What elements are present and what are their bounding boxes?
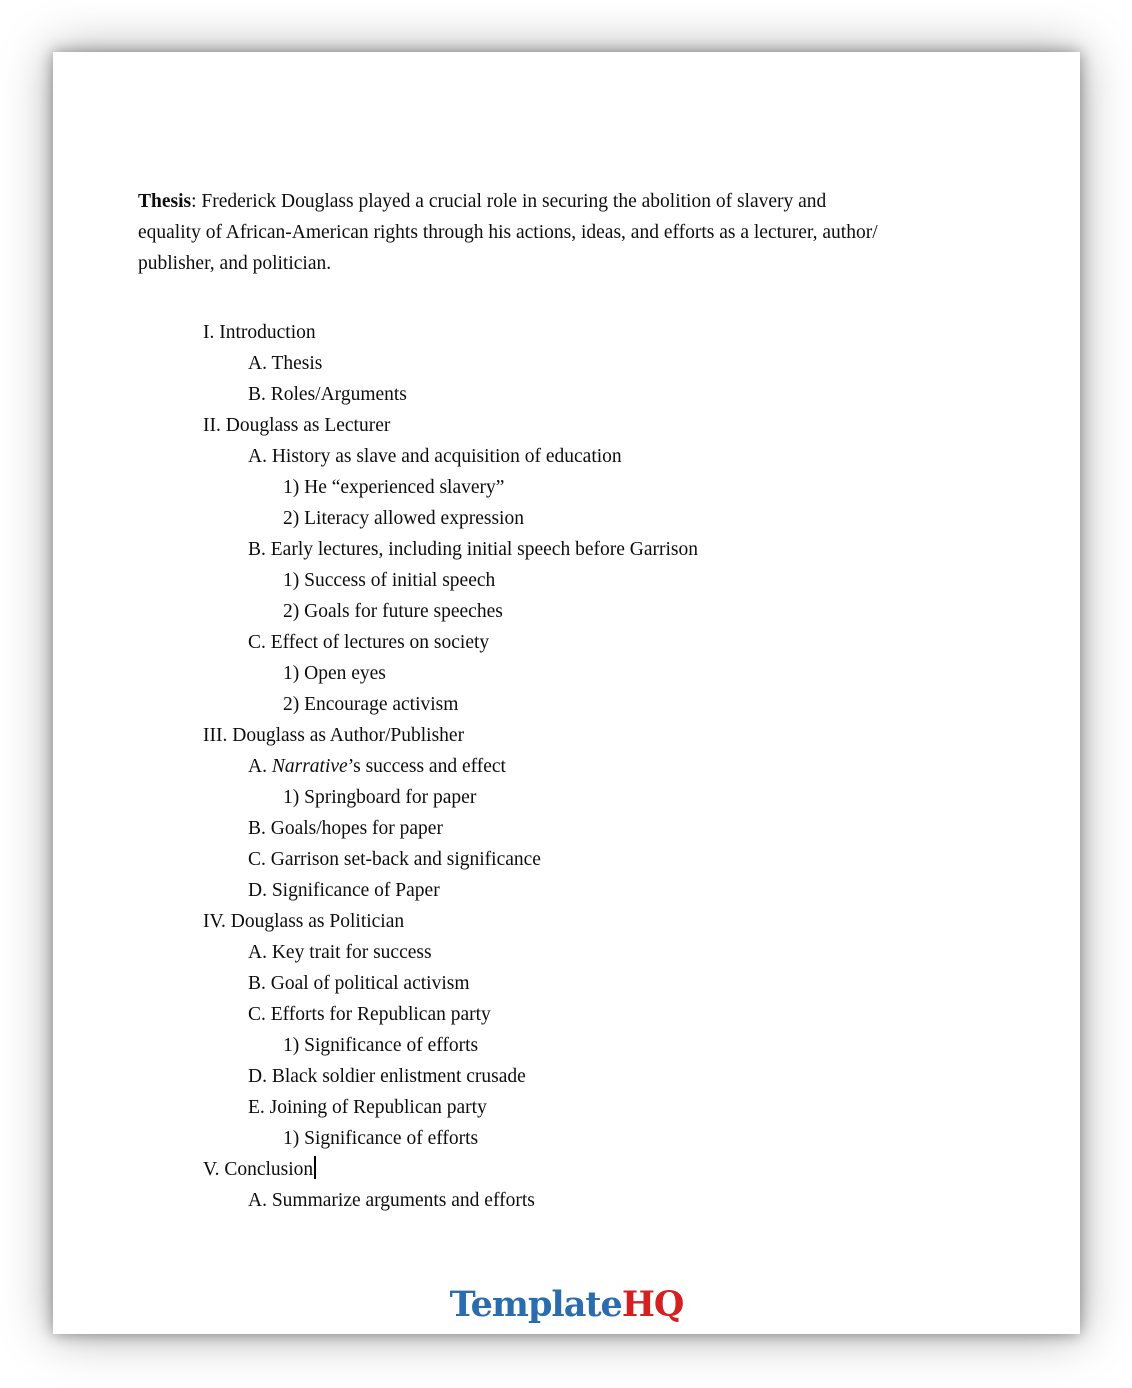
outline-italic-text: Narrative bbox=[271, 756, 348, 777]
outline-item: 1) He “experienced slavery” bbox=[283, 477, 505, 498]
outline-item: 1) Open eyes bbox=[283, 663, 386, 684]
thesis-line: publisher, and politician. bbox=[138, 253, 332, 274]
outline-item: 2) Goals for future speeches bbox=[283, 601, 503, 622]
document-page bbox=[53, 52, 1080, 1334]
outline-item: C. Effect of lectures on society bbox=[248, 632, 490, 653]
outline-item: A. Key trait for success bbox=[248, 942, 432, 963]
outline-item: III. Douglass as Author/Publisher bbox=[203, 725, 465, 746]
outline-item: 1) Springboard for paper bbox=[283, 787, 477, 808]
text-cursor bbox=[314, 1156, 316, 1179]
templatehq-logo bbox=[53, 1282, 1080, 1327]
thesis-paragraph bbox=[53, 186, 1080, 279]
outline-item: IV. Douglass as Politician bbox=[203, 911, 405, 932]
outline-item: A. Summarize arguments and efforts bbox=[248, 1190, 535, 1211]
outline-item: E. Joining of Republican party bbox=[248, 1097, 487, 1118]
outline-item: C. Efforts for Republican party bbox=[248, 1004, 491, 1025]
outline-item: 2) Encourage activism bbox=[283, 694, 459, 715]
outline-item: B. Goal of political activism bbox=[248, 973, 470, 994]
outline-item: 1) Success of initial speech bbox=[283, 570, 496, 591]
outline-list bbox=[53, 317, 1080, 1216]
outline-item: D. Significance of Paper bbox=[248, 880, 440, 901]
outline-item: V. Conclusion bbox=[53, 1154, 1080, 1185]
outline-item: I. Introduction bbox=[203, 322, 316, 343]
thesis-label: Thesis bbox=[138, 191, 192, 212]
outline-item: A. Narrative’s success and effect bbox=[248, 756, 506, 777]
outline-item: A. Thesis bbox=[248, 353, 323, 374]
outline-item: II. Douglass as Lecturer bbox=[203, 415, 391, 436]
outline-item: D. Black soldier enlistment crusade bbox=[248, 1066, 526, 1087]
outline-item: 2) Literacy allowed expression bbox=[283, 508, 524, 529]
thesis-line: Thesis: Frederick Douglass played a crucial role in securing the abolition of slavery and bbox=[138, 191, 827, 212]
outline-item: A. History as slave and acquisition of education bbox=[248, 446, 622, 467]
logo-text-template: Template bbox=[449, 1284, 622, 1325]
logo-text-hq: HQ bbox=[621, 1284, 684, 1325]
outline-item: 1) Significance of efforts bbox=[283, 1128, 479, 1149]
outline-item: C. Garrison set-back and significance bbox=[248, 849, 541, 870]
outline-item: B. Roles/Arguments bbox=[248, 384, 407, 405]
thesis-line: equality of African-American rights through his actions, ideas, and efforts as a lecturer, author/ bbox=[138, 222, 878, 243]
outline-item: B. Goals/hopes for paper bbox=[248, 818, 443, 839]
outline-item: 1) Significance of efforts bbox=[283, 1035, 479, 1056]
outline-item: B. Early lectures, including initial speech before Garrison bbox=[248, 539, 698, 560]
